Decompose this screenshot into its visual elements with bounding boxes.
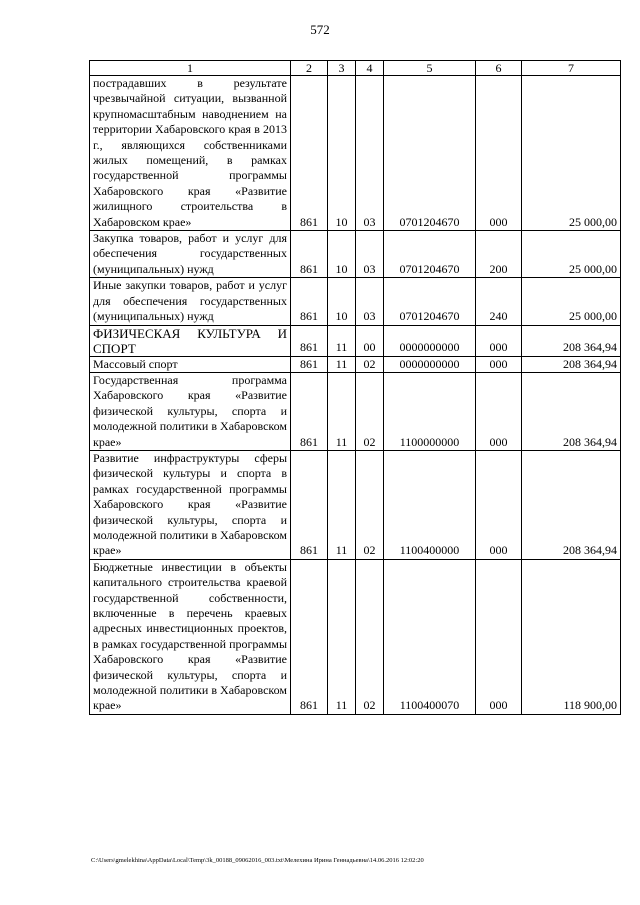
row-subsection: 02 (356, 559, 384, 714)
table-row (90, 559, 621, 714)
table-row (90, 356, 621, 372)
row-code-admin: 861 (291, 372, 328, 450)
row-subsection: 03 (356, 76, 384, 231)
row-code-admin: 861 (291, 278, 328, 325)
row-target-article: 0701204670 (384, 231, 476, 278)
row-section: 10 (328, 231, 356, 278)
row-code-admin: 861 (291, 76, 328, 231)
row-section: 11 (328, 325, 356, 356)
row-target-article: 0000000000 (384, 356, 476, 372)
table-row (90, 450, 621, 559)
row-name: ФИЗИЧЕСКАЯ КУЛЬТУРА И СПОРТ (90, 325, 291, 356)
table-row (90, 372, 621, 450)
header-row (90, 61, 621, 76)
page-number: 572 (310, 22, 330, 37)
column-header-1: 1 (90, 61, 291, 76)
row-amount: 25 000,00 (522, 278, 621, 325)
row-code-admin: 861 (291, 231, 328, 278)
column-header-7: 7 (522, 61, 621, 76)
row-expense-type: 000 (476, 559, 522, 714)
row-name: Развитие инфраструктуры сферы физической культуры и спорта в рамках государственной программы Хабаровского края «Развитие физической культуры, спорта и молодежной политики в Хабаровском крае» (90, 450, 291, 559)
row-name: Массовый спорт (90, 356, 291, 372)
table-row (90, 325, 621, 356)
row-target-article: 1100000000 (384, 372, 476, 450)
row-expense-type: 000 (476, 325, 522, 356)
document-path-footer: C:\Users\gmelekhina\AppData\Local\Temp\3k_00188_09062016_003.txt\Мелехина Ирина Геннадьевна\14.06.2016 12:02:20 (91, 857, 424, 864)
row-name: пострадавших в результате чрезвычайной ситуации, вызванной крупномасштабным наводнением на территории Хабаровского края в 2013 г., являющихся собственниками жилых помещений, в рамках государственной программы Хабаровского края «Развитие жилищного строительства в Хабаровском крае» (90, 76, 291, 231)
row-target-article: 1100400000 (384, 450, 476, 559)
row-section: 11 (328, 450, 356, 559)
row-amount: 118 900,00 (522, 559, 621, 714)
table-row (90, 278, 621, 325)
row-amount: 208 364,94 (522, 325, 621, 356)
column-header-5: 5 (384, 61, 476, 76)
row-section: 10 (328, 278, 356, 325)
row-subsection: 00 (356, 325, 384, 356)
row-subsection: 02 (356, 450, 384, 559)
row-section: 11 (328, 559, 356, 714)
row-section: 10 (328, 76, 356, 231)
column-header-4: 4 (356, 61, 384, 76)
column-header-6: 6 (476, 61, 522, 76)
row-target-article: 0701204670 (384, 76, 476, 231)
row-code-admin: 861 (291, 325, 328, 356)
row-code-admin: 861 (291, 356, 328, 372)
row-code-admin: 861 (291, 559, 328, 714)
row-expense-type: 240 (476, 278, 522, 325)
row-expense-type: 000 (476, 450, 522, 559)
row-expense-type: 000 (476, 372, 522, 450)
row-expense-type: 000 (476, 76, 522, 231)
row-name: Государственная программа Хабаровского края «Развитие физической культуры, спорта и молодежной политики в Хабаровском крае» (90, 372, 291, 450)
row-subsection: 03 (356, 278, 384, 325)
budget-table (89, 60, 621, 715)
row-subsection: 02 (356, 372, 384, 450)
row-amount: 208 364,94 (522, 372, 621, 450)
row-target-article: 0000000000 (384, 325, 476, 356)
row-section: 11 (328, 372, 356, 450)
row-subsection: 02 (356, 356, 384, 372)
row-amount: 25 000,00 (522, 76, 621, 231)
row-amount: 208 364,94 (522, 356, 621, 372)
row-name: Закупка товаров, работ и услуг для обеспечения государственных (муниципальных) нужд (90, 231, 291, 278)
row-expense-type: 200 (476, 231, 522, 278)
row-code-admin: 861 (291, 450, 328, 559)
row-section: 11 (328, 356, 356, 372)
table-row (90, 231, 621, 278)
column-header-3: 3 (328, 61, 356, 76)
row-expense-type: 000 (476, 356, 522, 372)
row-amount: 25 000,00 (522, 231, 621, 278)
column-header-2: 2 (291, 61, 328, 76)
row-amount: 208 364,94 (522, 450, 621, 559)
table-row (90, 76, 621, 231)
row-target-article: 0701204670 (384, 278, 476, 325)
row-subsection: 03 (356, 231, 384, 278)
row-name: Бюджетные инвестиции в объекты капитального строительства краевой государственной собственности, включенные в перечень краевых адресных инвестиционных проектов, в рамках государственной программы Хабаровского края «Развитие физической культуры, спорта и молодежной политики в Хабаровском крае» (90, 559, 291, 714)
row-target-article: 1100400070 (384, 559, 476, 714)
row-name: Иные закупки товаров, работ и услуг для обеспечения государственных (муниципальных) нужд (90, 278, 291, 325)
